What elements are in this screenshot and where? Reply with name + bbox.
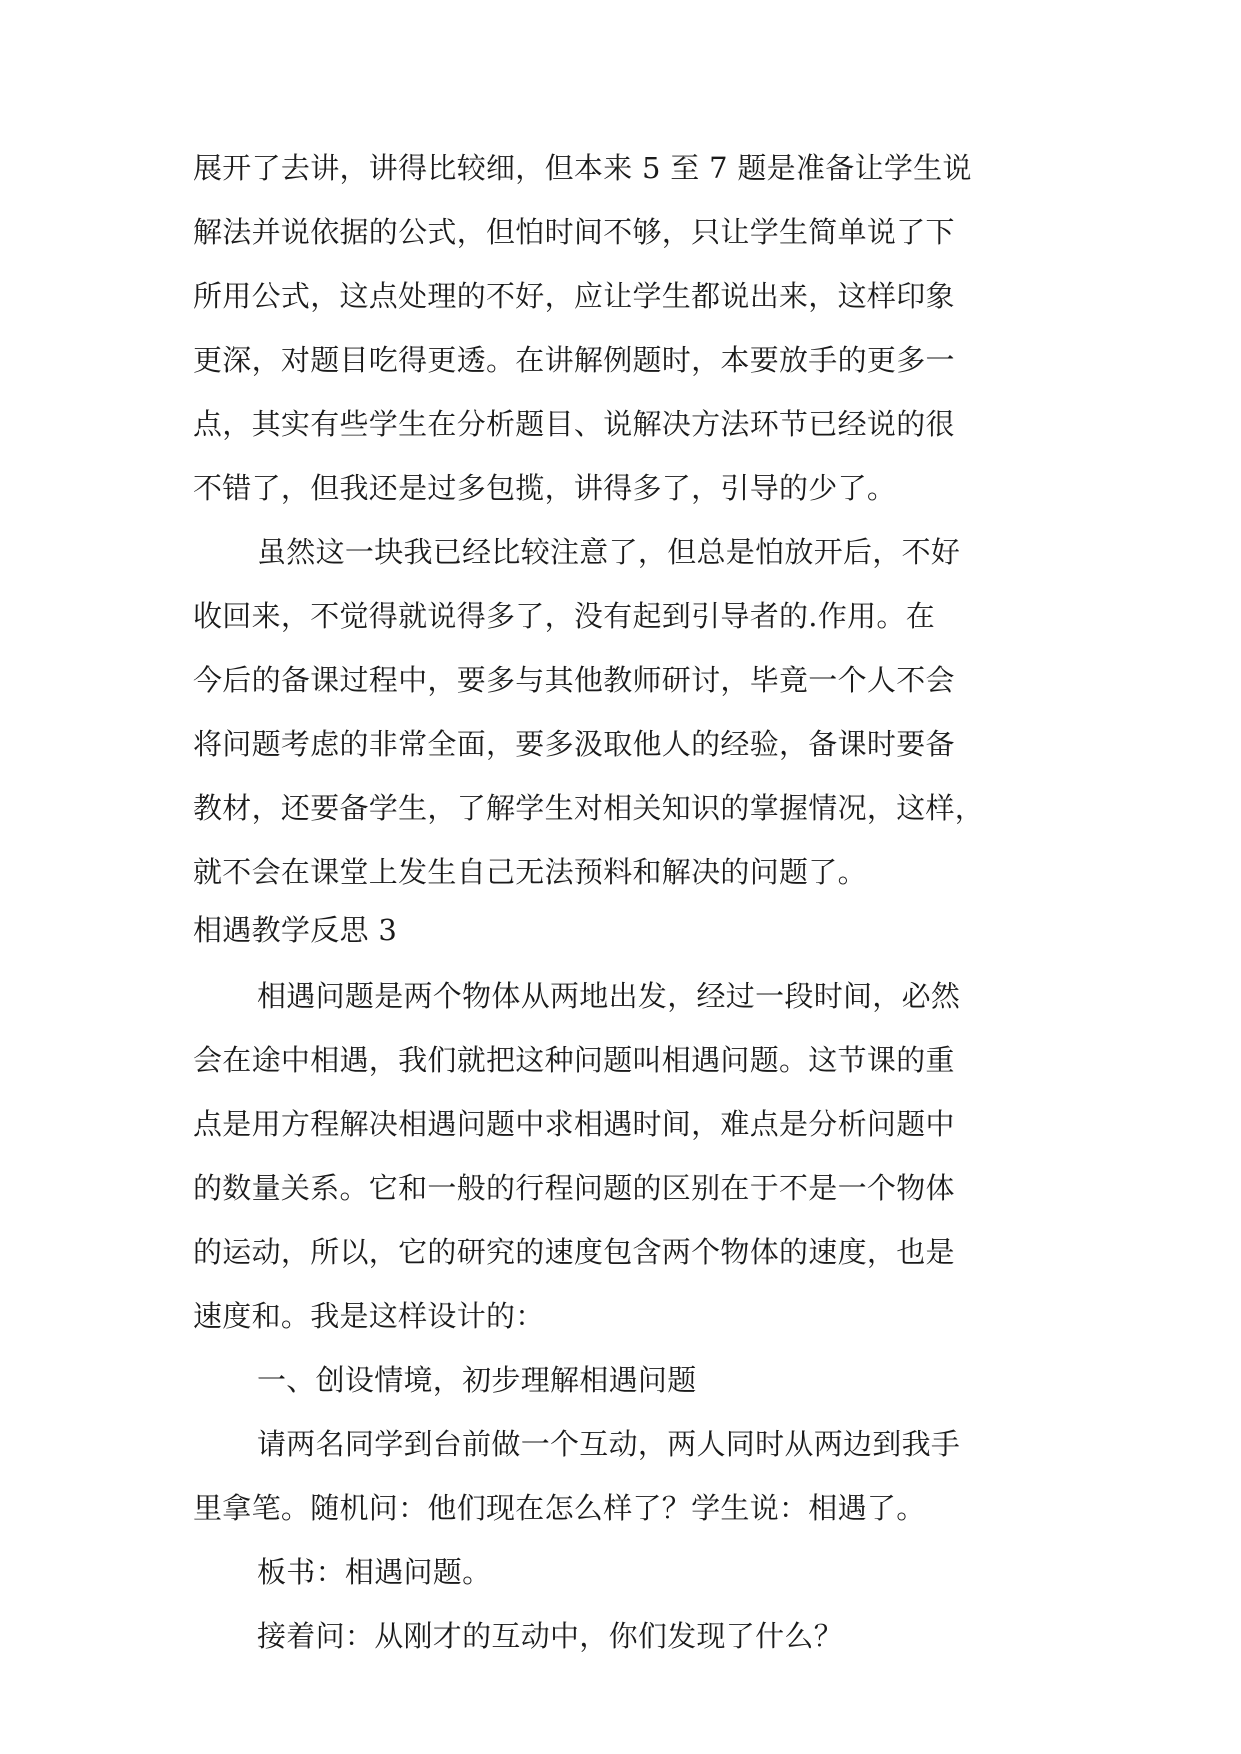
body-line: 会在途中相遇，我们就把这种问题叫相遇问题。这节课的重: [193, 1043, 955, 1077]
body-line: 虽然这一块我已经比较注意了，但总是怕放开后，不好: [257, 535, 961, 569]
body-line: 里拿笔。随机问：他们现在怎么样了？学生说：相遇了。: [193, 1491, 926, 1525]
body-line: 今后的备课过程中，要多与其他教师研讨，毕竟一个人不会: [193, 663, 955, 697]
body-line: 的数量关系。它和一般的行程问题的区别在于不是一个物体: [193, 1171, 955, 1205]
body-line: 就不会在课堂上发生自己无法预料和解决的问题了。: [193, 855, 867, 889]
body-line: 的运动，所以，它的研究的速度包含两个物体的速度，也是: [193, 1235, 955, 1269]
body-line: 点是用方程解决相遇问题中求相遇时间，难点是分析问题中: [193, 1107, 955, 1141]
body-line: 不错了，但我还是过多包揽，讲得多了，引导的少了。: [193, 471, 897, 505]
body-line: 展开了去讲，讲得比较细，但本来 5 至 7 题是准备让学生说: [193, 151, 972, 185]
section-heading: 相遇教学反思 3: [193, 913, 398, 947]
body-line: 收回来，不觉得就说得多了，没有起到引导者的.作用。在: [193, 599, 936, 633]
subheading-line: 一、创设情境，初步理解相遇问题: [257, 1363, 697, 1397]
body-line: 所用公式，这点处理的不好，应让学生都说出来，这样印象: [193, 279, 955, 313]
body-line: 速度和。我是这样设计的：: [193, 1299, 545, 1333]
body-line: 请两名同学到台前做一个互动，两人同时从两边到我手: [257, 1427, 961, 1461]
body-line: 板书：相遇问题。: [257, 1555, 492, 1589]
body-line: 更深，对题目吃得更透。在讲解例题时，本要放手的更多一: [193, 343, 955, 377]
body-line: 接着问：从刚才的互动中，你们发现了什么？: [257, 1619, 844, 1653]
body-line: 将问题考虑的非常全面，要多汲取他人的经验，备课时要备: [193, 727, 955, 761]
body-line: 解法并说依据的公式，但怕时间不够，只让学生简单说了下: [193, 215, 955, 249]
body-line: 相遇问题是两个物体从两地出发，经过一段时间，必然: [257, 979, 961, 1013]
body-line: 教材，还要备学生，了解学生对相关知识的掌握情况，这样，: [193, 791, 985, 825]
body-line: 点，其实有些学生在分析题目、说解决方法环节已经说的很: [193, 407, 955, 441]
